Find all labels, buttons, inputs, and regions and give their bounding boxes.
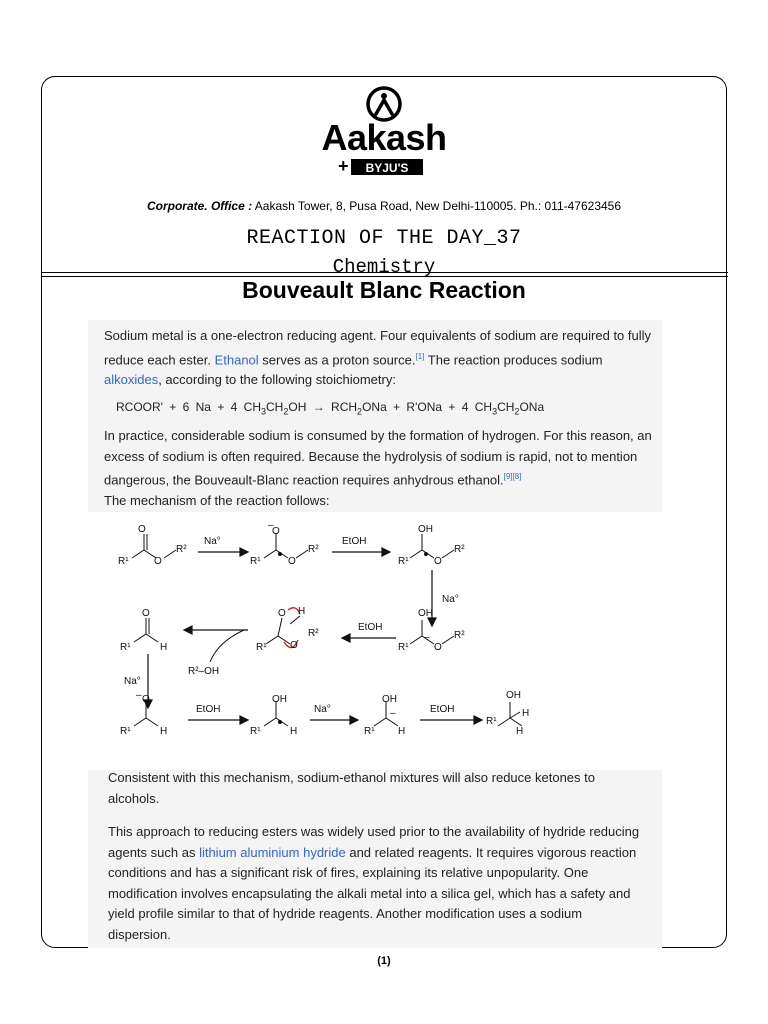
- svg-text:OH: OH: [382, 694, 397, 705]
- svg-text:EtOH: EtOH: [342, 536, 367, 547]
- office-label: Corporate. Office :: [146, 199, 253, 213]
- svg-text:Na°: Na°: [442, 594, 459, 605]
- svg-text:H: H: [290, 726, 298, 737]
- paragraph-intro: Sodium metal is a one-electron reducing agent. Four equivalents of sodium are required to fully reduce each ester. Ethanol serves as a proton source.[1] The reaction produces sodium alkoxides, according to the following stoichiometry:: [104, 328, 652, 388]
- svg-text:H: H: [160, 642, 168, 653]
- svg-text:OH: OH: [418, 524, 433, 535]
- svg-text:H: H: [298, 606, 306, 617]
- logo-emblem-icon: [368, 88, 400, 120]
- alkoxides-link[interactable]: alkoxides: [104, 372, 159, 388]
- svg-text:EtOH: EtOH: [196, 704, 221, 715]
- svg-text:O: O: [138, 524, 146, 535]
- logo-text: Aakash: [321, 117, 447, 158]
- svg-text:O: O: [434, 556, 442, 567]
- svg-text:–: –: [268, 520, 274, 531]
- svg-text:–: –: [424, 632, 430, 643]
- paragraph-practice: In practice, considerable sodium is consumed by the formation of hydrogen. For this reason, an excess of sodium is often required. Because the hydrolysis of sodium is rapid, not to mention dangerous, the Bouveault-Blanc reaction requires anhydrous ethanol.[9][8] The mechanism of the reaction follows:: [104, 428, 652, 508]
- ref-1[interactable]: [1]: [415, 351, 425, 361]
- svg-text:R²: R²: [176, 544, 187, 555]
- svg-text:R²: R²: [454, 544, 465, 555]
- lithium-aluminium-hydride-link[interactable]: lithium aluminium hydride: [199, 844, 346, 860]
- svg-text:R¹: R¹: [120, 642, 131, 653]
- svg-text:R¹: R¹: [250, 556, 261, 567]
- svg-text:EtOH: EtOH: [430, 704, 455, 715]
- svg-text:+: +: [338, 156, 349, 176]
- corporate-office-line: [0, 199, 768, 213]
- svg-text:R¹: R¹: [256, 642, 267, 653]
- svg-text:R¹: R¹: [486, 716, 497, 727]
- svg-text:R²: R²: [308, 544, 319, 555]
- svg-text:–: –: [136, 690, 142, 701]
- svg-text:R²: R²: [454, 630, 465, 641]
- page-title: Bouveault Blanc Reaction: [242, 277, 526, 303]
- svg-text:R²: R²: [308, 628, 319, 639]
- svg-text:O: O: [272, 526, 280, 537]
- svg-text:Na°: Na°: [124, 676, 141, 687]
- office-address: Aakash Tower, 8, Pusa Road, New Delhi-110005. Ph.: 011-47623456: [254, 199, 622, 213]
- svg-text:H: H: [398, 726, 406, 737]
- svg-text:O: O: [142, 608, 150, 619]
- svg-text:H: H: [160, 726, 168, 737]
- svg-text:–: –: [390, 708, 396, 719]
- svg-text:R¹: R¹: [398, 642, 409, 653]
- svg-text:Na°: Na°: [204, 536, 221, 547]
- svg-text:R¹: R¹: [250, 726, 261, 737]
- stoichiometry-equation: RCOOR' + 6 Na + 4 $CH_3CH_2OH \to RCH_2ONa + R'ONa + 4$ $CH_3CH_2ONa$: [116, 400, 545, 417]
- subject: Chemistry: [332, 256, 436, 278]
- svg-text:Na°: Na°: [314, 704, 331, 715]
- article-excerpt: [88, 320, 662, 948]
- svg-text:O: O: [290, 640, 298, 651]
- ethanol-link[interactable]: Ethanol: [214, 351, 259, 367]
- svg-text:OH: OH: [418, 608, 433, 619]
- svg-text:O: O: [142, 694, 150, 705]
- aakash-logo: [300, 84, 468, 180]
- svg-text:R¹: R¹: [364, 726, 375, 737]
- svg-text:R¹: R¹: [120, 726, 131, 737]
- paragraph-consistent: Consistent with this mechanism, sodium-ethanol mixtures will also reduce ketones to alcohols.: [108, 770, 595, 806]
- svg-text:O: O: [278, 608, 286, 619]
- svg-text:OH: OH: [506, 690, 521, 701]
- svg-text:O: O: [288, 556, 296, 567]
- mechanism-scheme: [88, 512, 662, 770]
- svg-text:R¹: R¹: [118, 556, 129, 567]
- page-number: (1): [377, 955, 391, 967]
- paragraph-history: This approach to reducing esters was widely used prior to the availability of hydride reducing agents such as lithium aluminium hydride and related reagents. It requires vigorous reaction conditions and has a significant risk of fires, explaining its relative unpopularity. One modification involves encapsulating the alkali metal into a silica gel, which has a safety and yield profile similar to that of hydride reagents. Another modification uses a sodium dispersion.: [108, 824, 640, 942]
- logo-byjus: BYJU'S: [365, 161, 409, 175]
- svg-text:H: H: [522, 708, 530, 719]
- svg-text:O: O: [434, 642, 442, 653]
- svg-text:R¹: R¹: [398, 556, 409, 567]
- svg-text:EtOH: EtOH: [358, 622, 383, 633]
- series-title: REACTION OF THE DAY_37: [246, 227, 522, 250]
- svg-text:O: O: [154, 556, 162, 567]
- ref-9-8[interactable]: [9][8]: [503, 472, 522, 481]
- svg-text:R²–OH: R²–OH: [188, 666, 220, 677]
- svg-text:OH: OH: [272, 694, 287, 705]
- svg-text:H: H: [516, 726, 524, 737]
